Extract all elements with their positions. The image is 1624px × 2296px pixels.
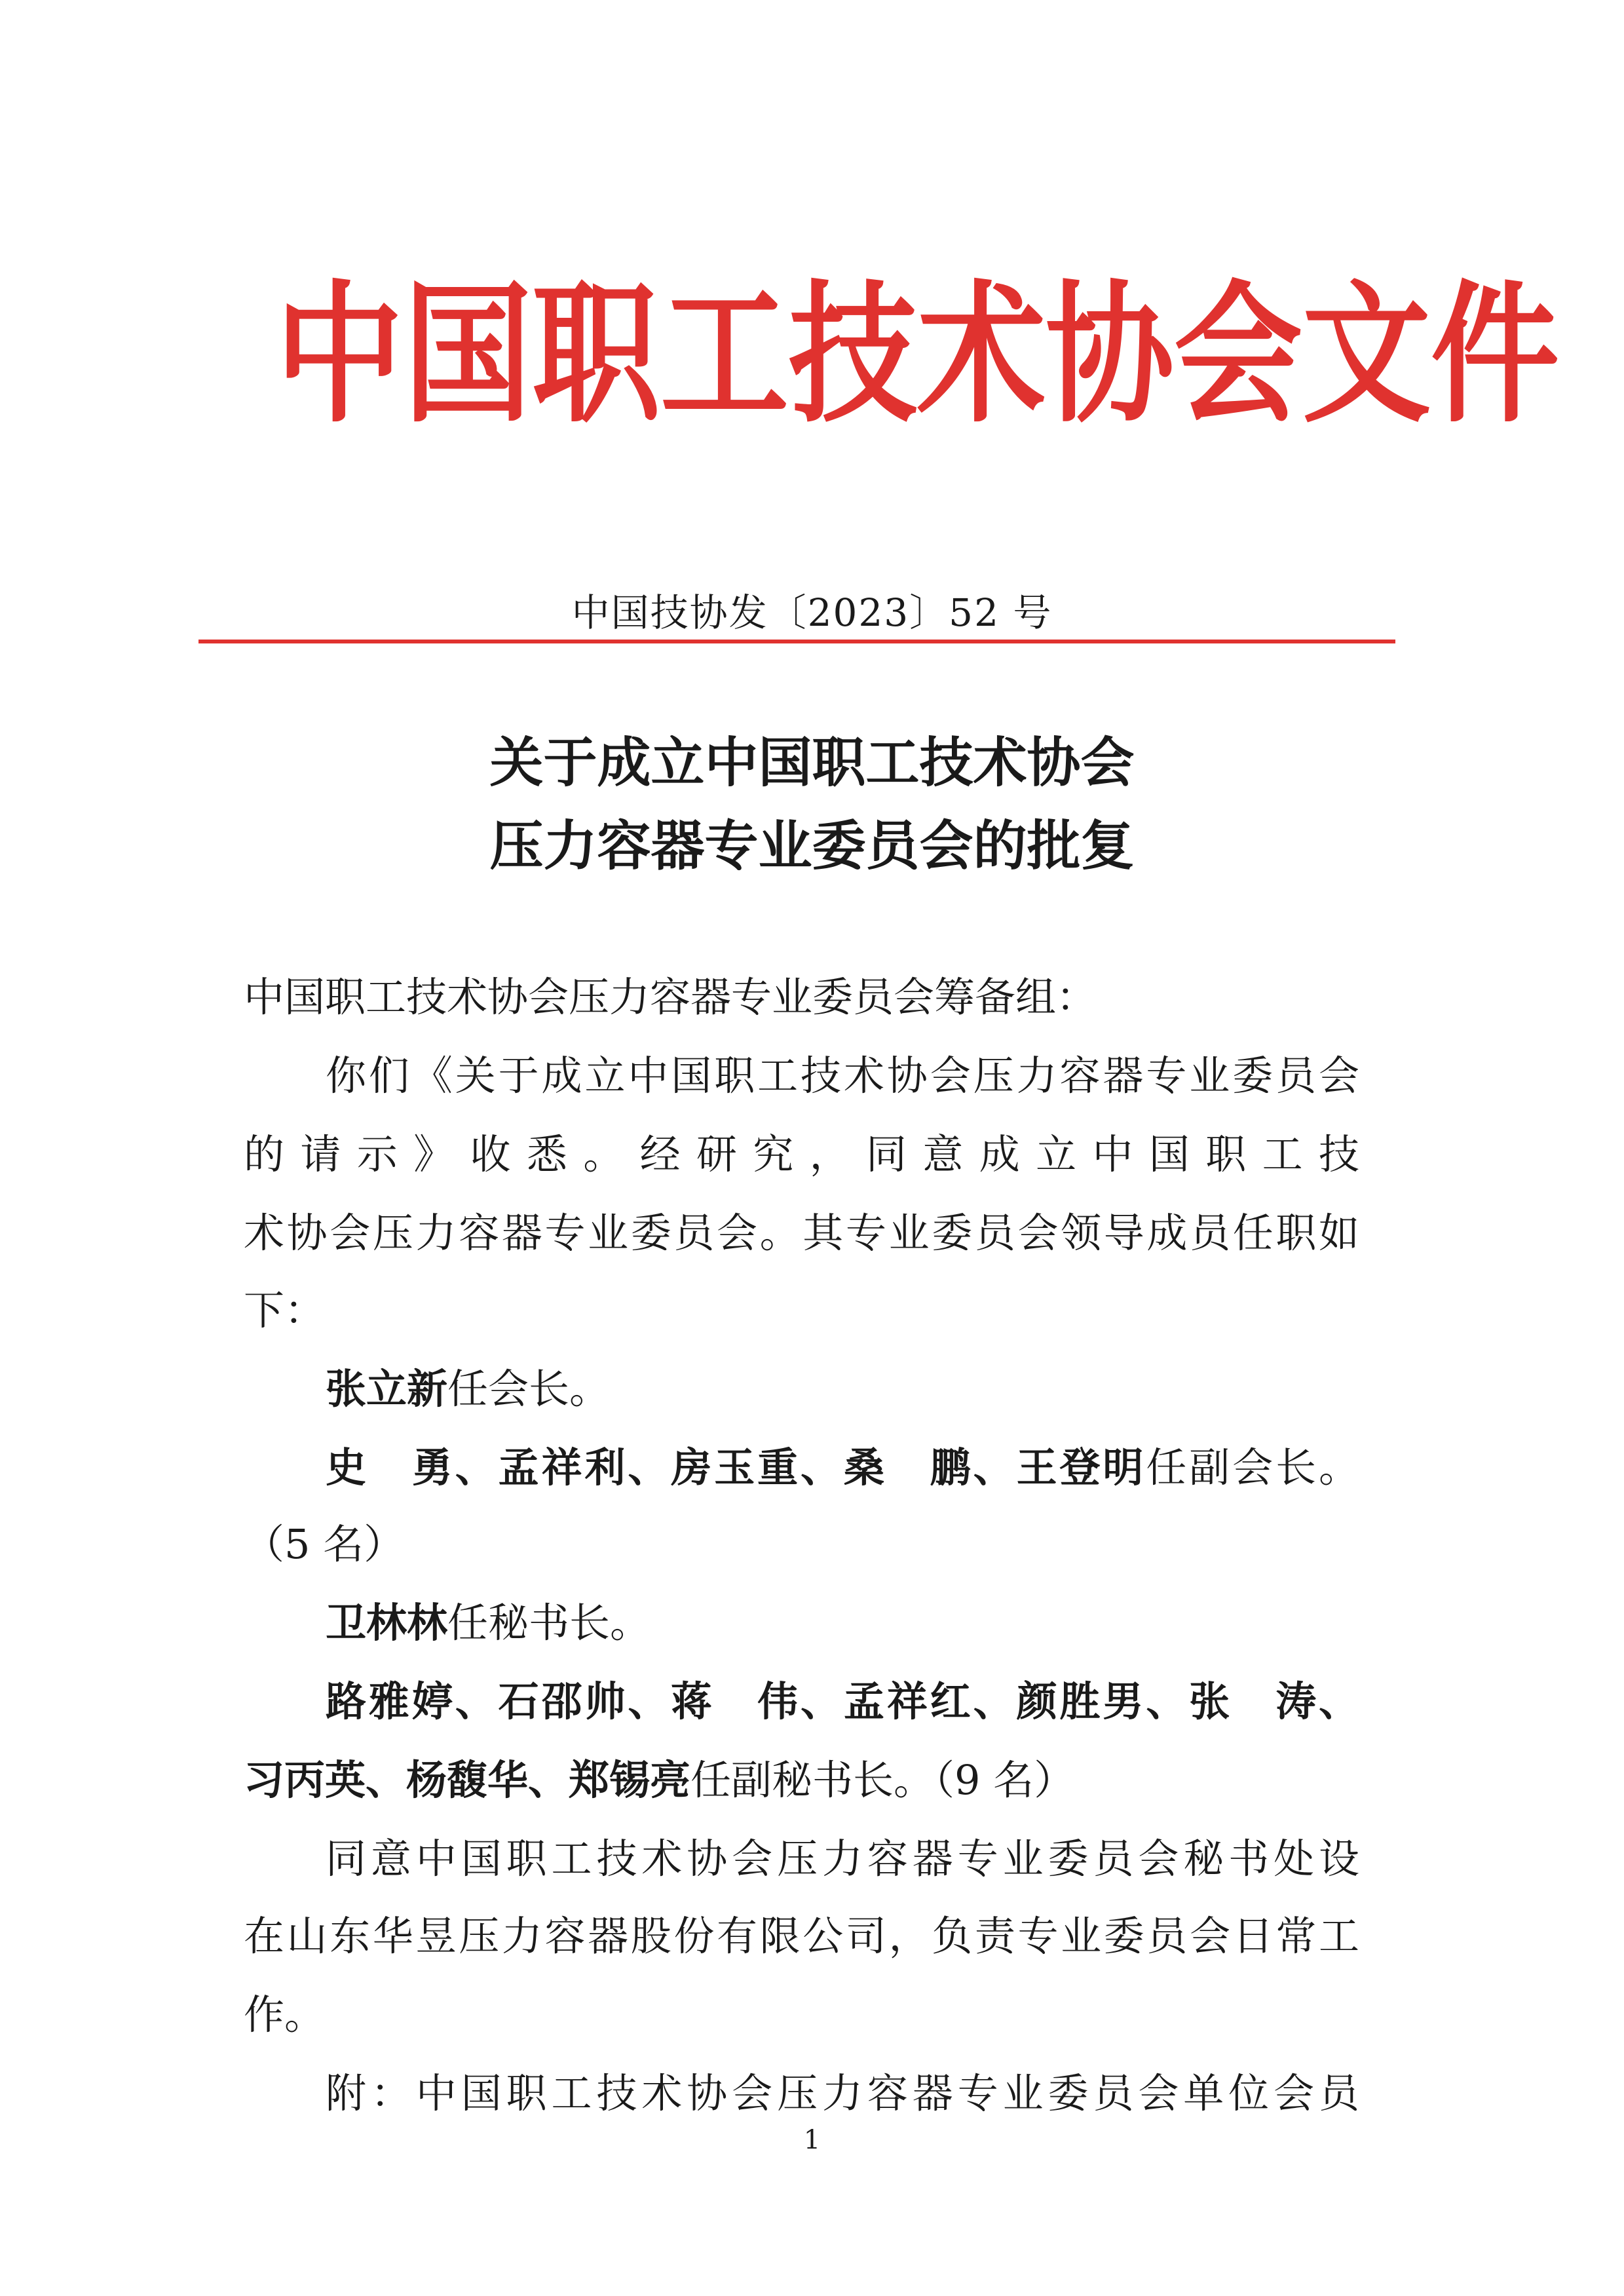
red-divider-line <box>198 640 1395 643</box>
secretary-general-appointment <box>326 1594 1359 1653</box>
president-role: 任会长。 <box>447 1365 611 1413</box>
paragraph-2-line-2: 在山东华昱压力容器股份有限公司，负责专业委员会日常工 <box>244 1912 1359 1960</box>
paragraph-1-line-2: 的请示》收悉。经研究，同意成立中国职工技 <box>244 1130 1359 1178</box>
deputy-secretary-appointment <box>244 1751 1359 1810</box>
deputy-secretary-names-line-2: 习丙英、杨馥华、郑锡亮 <box>244 1756 691 1804</box>
vice-president-role: 任副会长。 <box>1146 1444 1359 1491</box>
document-title-line-1: 关于成立中国职工技术协会 <box>489 732 1135 794</box>
paragraph-1-line-3: 术协会压力容器专业委员会。其专业委员会领导成员任职如 <box>244 1209 1359 1257</box>
president-name: 张立新 <box>326 1365 448 1413</box>
deputy-secretary-names-line-1: 路雅婷、石邵帅、蒋 伟、孟祥红、颜胜男、张 涛、 <box>326 1677 1359 1725</box>
secretary-general-role: 任秘书长。 <box>447 1599 651 1647</box>
secretary-general-name: 卫林林 <box>326 1599 448 1647</box>
masthead-title: 中国职工技术协会文件 <box>275 267 1560 444</box>
vice-president-names: 史 勇、孟祥利、房玉重、桑 鹏、王登明 <box>326 1444 1146 1491</box>
paragraph-2-line-1: 同意中国职工技术协会压力容器专业委员会秘书处设 <box>326 1835 1359 1883</box>
paragraph-1-line-4: 下： <box>244 1286 326 1334</box>
page-number: 1 <box>803 2125 821 2155</box>
vice-president-appointment <box>326 1438 1359 1497</box>
paragraph-2-line-3: 作。 <box>244 1991 326 2038</box>
document-title-line-2: 压力容器专业委员会的批复 <box>489 815 1135 877</box>
salutation: 中国职工技术协会压力容器专业委员会筹备组： <box>244 973 1097 1021</box>
paragraph-1-line-1: 你们《关于成立中国职工技术协会压力容器专业委员会 <box>326 1052 1359 1100</box>
attachment-note: 附：中国职工技术协会压力容器专业委员会单位会员 <box>326 2069 1359 2117</box>
document-number: 中国技协发〔2023〕52 号 <box>571 590 1053 635</box>
vice-president-count: （5 名） <box>244 1520 405 1568</box>
deputy-secretary-role: 任副秘书长。（9 名） <box>690 1756 1075 1804</box>
president-appointment <box>326 1360 1359 1419</box>
